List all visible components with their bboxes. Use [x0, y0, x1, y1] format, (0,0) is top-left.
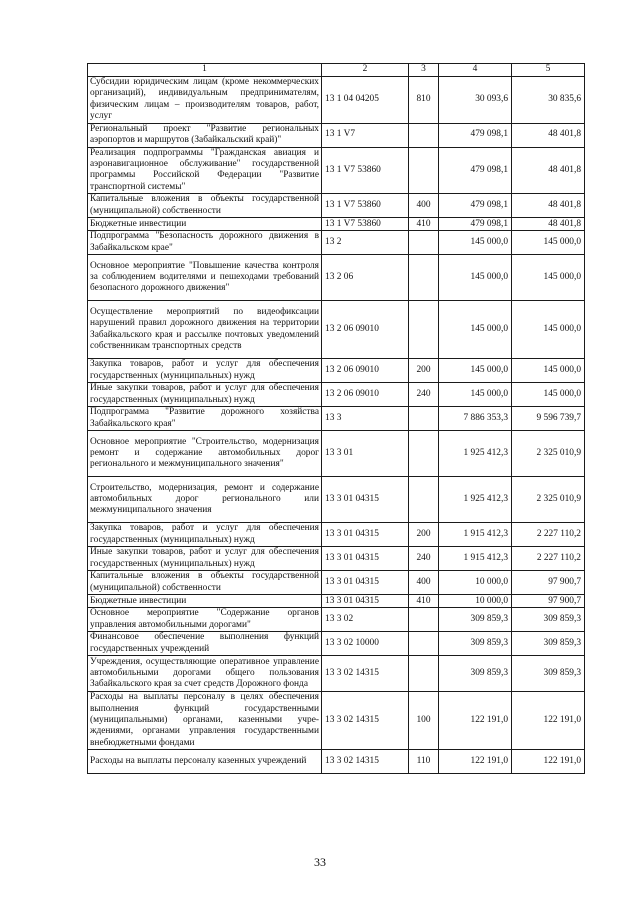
- cell-amount-year1: 145 000,0: [439, 383, 512, 407]
- cell-expense-type: [409, 123, 439, 147]
- cell-target-code: 13 3 01: [322, 431, 409, 477]
- cell-target-code: 13 1 V7: [322, 123, 409, 147]
- cell-amount-year2: 48 401,8: [512, 147, 585, 194]
- cell-amount-year2: 48 401,8: [512, 218, 585, 231]
- budget-table: [87, 63, 585, 774]
- cell-expense-type: 240: [409, 547, 439, 571]
- table-row: [88, 407, 585, 431]
- cell-amount-year2: 2 227 110,2: [512, 523, 585, 547]
- cell-expense-type: 410: [409, 218, 439, 231]
- table-row: [88, 632, 585, 656]
- cell-target-code: 13 2: [322, 231, 409, 255]
- cell-expense-type: [409, 407, 439, 431]
- cell-name: Финансовое обеспечение выполнения функций государственных учреждений: [88, 632, 322, 656]
- cell-target-code: 13 3 01 04315: [322, 477, 409, 523]
- table-row: [88, 692, 585, 750]
- cell-amount-year2: 309 859,3: [512, 608, 585, 632]
- cell-target-code: 13 2 06: [322, 255, 409, 301]
- cell-target-code: 13 1 V7 53860: [322, 194, 409, 218]
- cell-target-code: 13 3 02: [322, 608, 409, 632]
- cell-amount-year2: 122 191,0: [512, 750, 585, 774]
- cell-amount-year2: 309 859,3: [512, 632, 585, 656]
- cell-expense-type: 200: [409, 523, 439, 547]
- table-row: [88, 359, 585, 383]
- cell-amount-year2: 2 325 010,9: [512, 477, 585, 523]
- cell-amount-year1: 145 000,0: [439, 255, 512, 301]
- cell-expense-type: 110: [409, 750, 439, 774]
- cell-target-code: 13 3 02 14315: [322, 750, 409, 774]
- cell-expense-type: 240: [409, 383, 439, 407]
- cell-amount-year1: 309 859,3: [439, 632, 512, 656]
- cell-name: Субсидии юридическим лицам (кроме некоммерческих организаций), индивидуальным предпринимателям, физическим лицам – производителям товаров, работ, услуг: [88, 77, 322, 124]
- cell-amount-year1: 1 925 412,3: [439, 477, 512, 523]
- cell-amount-year2: 48 401,8: [512, 123, 585, 147]
- table-row: [88, 656, 585, 692]
- cell-amount-year1: 1 915 412,3: [439, 523, 512, 547]
- table-row: [88, 547, 585, 571]
- cell-expense-type: 400: [409, 571, 439, 595]
- cell-expense-type: [409, 231, 439, 255]
- cell-target-code: 13 2 06 09010: [322, 383, 409, 407]
- cell-target-code: 13 3 01 04315: [322, 547, 409, 571]
- cell-amount-year1: 479 098,1: [439, 218, 512, 231]
- cell-amount-year1: 479 098,1: [439, 123, 512, 147]
- table-row: [88, 608, 585, 632]
- cell-target-code: 13 3 02 14315: [322, 656, 409, 692]
- column-header-4: 4: [439, 64, 512, 77]
- cell-target-code: 13 2 06 09010: [322, 359, 409, 383]
- cell-target-code: 13 3 01 04315: [322, 571, 409, 595]
- cell-name: Основное мероприятие "Содержание органов управления автомобильными дорогами": [88, 608, 322, 632]
- cell-expense-type: [409, 477, 439, 523]
- column-header-1: 1: [88, 64, 322, 77]
- cell-expense-type: [409, 608, 439, 632]
- cell-amount-year1: 145 000,0: [439, 301, 512, 359]
- table-row: [88, 301, 585, 359]
- table-row: [88, 194, 585, 218]
- cell-amount-year2: 145 000,0: [512, 231, 585, 255]
- table-row: [88, 523, 585, 547]
- cell-amount-year1: 145 000,0: [439, 359, 512, 383]
- cell-amount-year1: 7 886 353,3: [439, 407, 512, 431]
- cell-expense-type: [409, 632, 439, 656]
- cell-amount-year2: 122 191,0: [512, 692, 585, 750]
- cell-amount-year1: 309 859,3: [439, 608, 512, 632]
- cell-amount-year2: 145 000,0: [512, 255, 585, 301]
- cell-amount-year2: 145 000,0: [512, 301, 585, 359]
- table-row: [88, 218, 585, 231]
- table-row: [88, 431, 585, 477]
- page-number: 33: [314, 855, 326, 869]
- cell-name: Капитальные вложения в объекты государственной (муниципальной) собственности: [88, 571, 322, 595]
- cell-amount-year2: 309 859,3: [512, 656, 585, 692]
- cell-name: Закупка товаров, работ и услуг для обеспечения государственных (муниципальных) нужд: [88, 359, 322, 383]
- column-header-2: 2: [322, 64, 409, 77]
- table-row: [88, 123, 585, 147]
- table-row: [88, 477, 585, 523]
- cell-amount-year2: 145 000,0: [512, 383, 585, 407]
- cell-target-code: 13 1 V7 53860: [322, 147, 409, 194]
- cell-name: Осуществление мероприятий по видеофиксации нарушений правил дорожного движения на территории Забайкальского края и рассылке почтовых уведомлений собственникам транспортных средств: [88, 301, 322, 359]
- cell-amount-year1: 10 000,0: [439, 595, 512, 608]
- cell-amount-year2: 97 900,7: [512, 571, 585, 595]
- cell-name: Бюджетные инвестиции: [88, 218, 322, 231]
- table-row: [88, 750, 585, 774]
- cell-name: Расходы на выплаты персоналу в целях обеспечения выполнения функций государственными (муниципальными) органами, казенными учреждениями, органами управления государственными внебюджетными фондами: [88, 692, 322, 750]
- cell-target-code: 13 3 02 10000: [322, 632, 409, 656]
- cell-amount-year1: 479 098,1: [439, 194, 512, 218]
- cell-expense-type: 100: [409, 692, 439, 750]
- cell-name: Основное мероприятие "Строительство, модернизация ремонт и содержание автомобильных дорог регионального и межмуниципального значения": [88, 431, 322, 477]
- cell-amount-year2: 2 227 110,2: [512, 547, 585, 571]
- cell-target-code: 13 3 01 04315: [322, 595, 409, 608]
- cell-target-code: 13 1 04 04205: [322, 77, 409, 124]
- cell-amount-year1: 1 915 412,3: [439, 547, 512, 571]
- table-row: [88, 77, 585, 124]
- cell-amount-year1: 479 098,1: [439, 147, 512, 194]
- cell-target-code: 13 3: [322, 407, 409, 431]
- cell-target-code: 13 1 V7 53860: [322, 218, 409, 231]
- cell-amount-year1: 1 925 412,3: [439, 431, 512, 477]
- cell-name: Строительство, модернизация, ремонт и содержание автомобильных дорог регионального или межмуниципального значения: [88, 477, 322, 523]
- cell-expense-type: [409, 255, 439, 301]
- cell-target-code: 13 3 01 04315: [322, 523, 409, 547]
- cell-name: Учреждения, осуществляющие оперативное управление автомобильными дорогами общего пользования Забайкальского края за счет средств Дорожного фонда: [88, 656, 322, 692]
- column-header-3: 3: [409, 64, 439, 77]
- cell-expense-type: 810: [409, 77, 439, 124]
- cell-name: Бюджетные инвестиции: [88, 595, 322, 608]
- cell-expense-type: [409, 301, 439, 359]
- table-row: [88, 231, 585, 255]
- cell-amount-year2: 2 325 010,9: [512, 431, 585, 477]
- cell-expense-type: [409, 656, 439, 692]
- cell-amount-year1: 10 000,0: [439, 571, 512, 595]
- table-row: [88, 595, 585, 608]
- cell-amount-year1: 145 000,0: [439, 231, 512, 255]
- cell-name: Капитальные вложения в объекты государственной (муниципальной) собственности: [88, 194, 322, 218]
- table-row: [88, 383, 585, 407]
- cell-target-code: 13 2 06 09010: [322, 301, 409, 359]
- cell-expense-type: [409, 147, 439, 194]
- cell-name: Региональный проект "Развитие региональных аэропортов и маршрутов (Забайкальский край)": [88, 123, 322, 147]
- cell-amount-year1: 122 191,0: [439, 750, 512, 774]
- cell-name: Подпрограмма "Безопасность дорожного движения в Забайкальском крае": [88, 231, 322, 255]
- cell-target-code: 13 3 02 14315: [322, 692, 409, 750]
- cell-expense-type: 400: [409, 194, 439, 218]
- cell-name: Расходы на выплаты персоналу казенных учреждений: [88, 750, 322, 774]
- table-row: [88, 255, 585, 301]
- cell-amount-year2: 97 900,7: [512, 595, 585, 608]
- table-header-row: [88, 64, 585, 77]
- cell-amount-year1: 30 093,6: [439, 77, 512, 124]
- cell-expense-type: 200: [409, 359, 439, 383]
- table-row: [88, 147, 585, 194]
- table-row: [88, 571, 585, 595]
- cell-amount-year1: 309 859,3: [439, 656, 512, 692]
- cell-amount-year2: 9 596 739,7: [512, 407, 585, 431]
- cell-name: Реализация подпрограммы "Гражданская авиация и аэронавигационное обслуживание" государственной программы Российской Федерации "Развитие транспортной системы": [88, 147, 322, 194]
- cell-amount-year2: 145 000,0: [512, 359, 585, 383]
- cell-name: Закупка товаров, работ и услуг для обеспечения государственных (муниципальных) нужд: [88, 523, 322, 547]
- cell-amount-year2: 48 401,8: [512, 194, 585, 218]
- column-header-5: 5: [512, 64, 585, 77]
- cell-amount-year2: 30 835,6: [512, 77, 585, 124]
- cell-expense-type: 410: [409, 595, 439, 608]
- cell-name: Иные закупки товаров, работ и услуг для обеспечения государственных (муниципальных) нужд: [88, 383, 322, 407]
- cell-name: Основное мероприятие "Повышение качества контроля за соблюдением водителями и пешеходами требований безопасного дорожного движения": [88, 255, 322, 301]
- cell-name: Иные закупки товаров, работ и услуг для обеспечения государственных (муниципальных) нужд: [88, 547, 322, 571]
- cell-amount-year1: 122 191,0: [439, 692, 512, 750]
- cell-expense-type: [409, 431, 439, 477]
- cell-name: Подпрограмма "Развитие дорожного хозяйства Забайкальского края": [88, 407, 322, 431]
